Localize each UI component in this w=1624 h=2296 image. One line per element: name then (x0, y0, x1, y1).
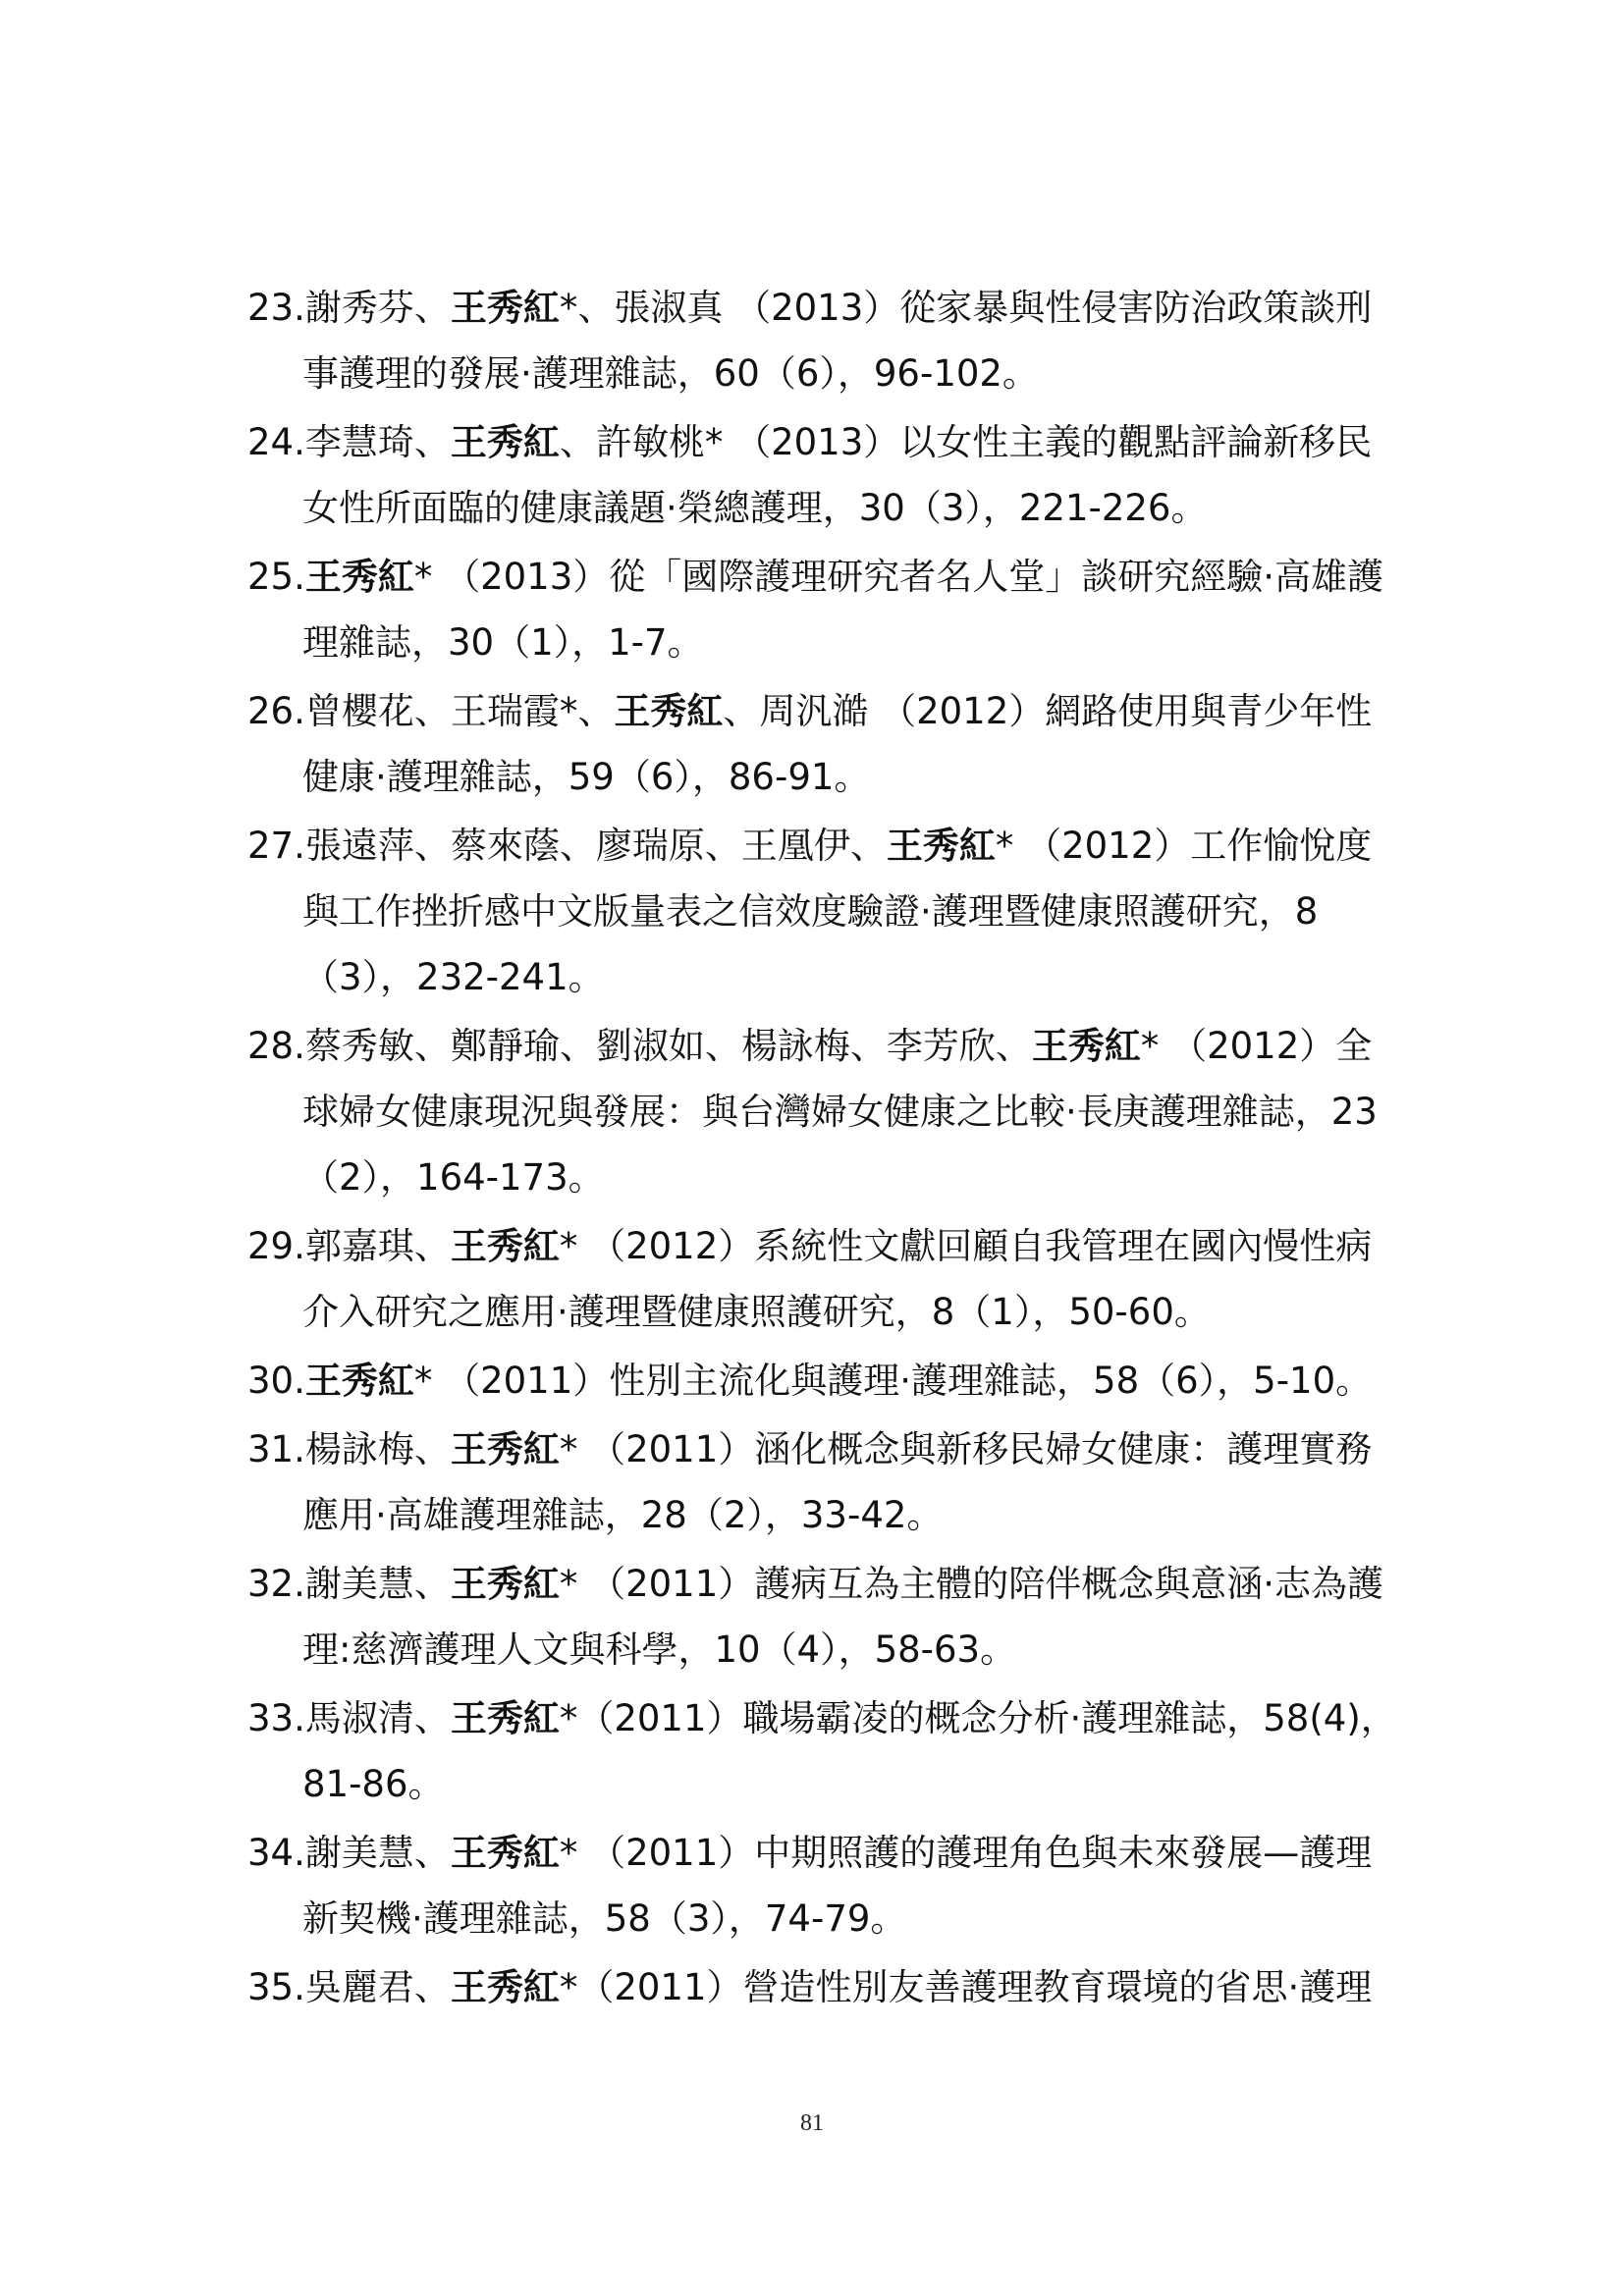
reference-text: * （2012）全 (1140, 1025, 1373, 1067)
reference-text: 球婦女健康現況與發展：與台灣婦女健康之比較·長庚護理雜誌，23 (302, 1091, 1378, 1133)
author-highlight: 王秀紅 (886, 825, 996, 867)
reference-line (247, 1348, 1426, 1414)
reference-line (247, 1954, 1426, 2020)
reference-item (247, 1551, 1426, 1682)
reference-line (247, 1145, 1426, 1210)
reference-text: 30. (247, 1360, 305, 1402)
reference-text: 女性所面臨的健康議題·榮總護理，30（3），221-226。 (302, 487, 1208, 529)
reference-text: * （2012）系統性文獻回顧自我管理在國內慢性病 (559, 1225, 1373, 1267)
reference-text: （3），232-241。 (302, 956, 605, 998)
reference-line (247, 1551, 1426, 1617)
reference-list (247, 275, 1426, 2023)
author-highlight: 王秀紅 (304, 1360, 414, 1402)
reference-text: * （2011）中期照護的護理角色與未來發展—護理 (559, 1832, 1373, 1874)
reference-text: 理雜誌，30（1），1-7。 (302, 621, 704, 664)
reference-line (247, 879, 1426, 944)
reference-text: 81-86。 (302, 1763, 445, 1805)
reference-text: *（2011）營造性別友善護理教育環境的省思·護理 (559, 1966, 1373, 2008)
reference-text: 32.謝美慧、 (247, 1563, 451, 1605)
reference-line (247, 1482, 1426, 1548)
reference-item (247, 678, 1426, 810)
reference-line (247, 1685, 1426, 1751)
reference-line (247, 944, 1426, 1010)
reference-line (247, 409, 1426, 475)
reference-text: 新契機·護理雜誌，58（3），74-79。 (302, 1897, 907, 1940)
reference-text: 事護理的發展·護理雜誌，60（6），96-102。 (302, 352, 1039, 395)
reference-text: * （2012）工作愉悅度 (995, 825, 1373, 867)
author-highlight: 王秀紅 (1031, 1025, 1141, 1067)
reference-text: 34.謝美慧、 (247, 1832, 451, 1874)
reference-text: * （2013）從「國際護理研究者名人堂」談研究經驗·高雄護 (413, 556, 1384, 598)
reference-text: 27.張遠萍、蔡來蔭、廖瑞原、王凰伊、 (247, 825, 887, 867)
reference-item (247, 1820, 1426, 1951)
reference-text: 、許敏桃* （2013）以女性主義的觀點評論新移民 (559, 421, 1373, 463)
reference-text: 26.曾櫻花、王瑞霞*、 (247, 690, 615, 732)
reference-line (247, 275, 1426, 341)
reference-line (247, 678, 1426, 744)
author-highlight: 王秀紅 (450, 1697, 560, 1739)
author-highlight: 王秀紅 (450, 287, 560, 329)
reference-text: 23.謝秀芬、 (247, 287, 451, 329)
author-highlight: 王秀紅 (450, 1563, 560, 1605)
reference-line (247, 1886, 1426, 1951)
reference-text: 25. (247, 556, 305, 598)
reference-text: *、張淑真 （2013）從家暴與性侵害防治政策談刑 (559, 287, 1373, 329)
reference-item (247, 1348, 1426, 1414)
reference-line (247, 1213, 1426, 1279)
reference-line (247, 544, 1426, 610)
reference-text: *（2011）職場霸凌的概念分析·護理雜誌，58(4)， (559, 1697, 1397, 1739)
reference-text: 28.蔡秀敏、鄭靜瑜、劉淑如、楊詠梅、李芳欣、 (247, 1025, 1032, 1067)
author-highlight: 王秀紅 (304, 556, 414, 598)
reference-line (247, 610, 1426, 675)
reference-item (247, 1954, 1426, 2020)
reference-line (247, 813, 1426, 879)
reference-item (247, 544, 1426, 675)
reference-text: * （2011）性別主流化與護理·護理雜誌，58（6），5-10。 (413, 1360, 1373, 1402)
reference-text: 與工作挫折感中文版量表之信效度驗證·護理暨健康照護研究，8 (302, 890, 1319, 933)
reference-line (247, 1079, 1426, 1145)
reference-text: 介入研究之應用·護理暨健康照護研究，8（1），50-60。 (302, 1291, 1211, 1333)
reference-item (247, 1213, 1426, 1345)
reference-text: 健康·護理雜誌，59（6），86-91。 (302, 756, 871, 798)
author-highlight: 王秀紅 (450, 1428, 560, 1470)
author-highlight: 王秀紅 (450, 421, 560, 463)
page-number: 81 (800, 2110, 824, 2136)
reference-text: 33.馬淑清、 (247, 1697, 451, 1739)
reference-line (247, 1617, 1426, 1682)
reference-text: （2），164-173。 (302, 1156, 605, 1199)
reference-item (247, 813, 1426, 1010)
reference-item (247, 409, 1426, 541)
reference-line (247, 475, 1426, 541)
author-highlight: 王秀紅 (450, 1225, 560, 1267)
reference-text: * （2011）護病互為主體的陪伴概念與意涵·志為護 (559, 1563, 1384, 1605)
reference-line (247, 1820, 1426, 1886)
reference-line (247, 744, 1426, 810)
author-highlight: 王秀紅 (614, 690, 724, 732)
reference-text: 應用·高雄護理雜誌，28（2），33-42。 (302, 1494, 944, 1536)
reference-text: * （2011）涵化概念與新移民婦女健康：護理實務 (559, 1428, 1373, 1470)
reference-line (247, 1416, 1426, 1482)
reference-line (247, 1751, 1426, 1817)
reference-item (247, 1685, 1426, 1817)
author-highlight: 王秀紅 (450, 1832, 560, 1874)
reference-line (247, 1013, 1426, 1079)
reference-text: 24.李慧琦、 (247, 421, 451, 463)
author-highlight: 王秀紅 (450, 1966, 560, 2008)
reference-item (247, 1013, 1426, 1210)
reference-text: 、周汎澔 （2012）網路使用與青少年性 (723, 690, 1373, 732)
reference-text: 理:慈濟護理人文與科學，10（4），58-63。 (302, 1629, 1017, 1671)
reference-item (247, 1416, 1426, 1548)
reference-text: 31.楊詠梅、 (247, 1428, 451, 1470)
reference-line (247, 341, 1426, 406)
reference-text: 35.吳麗君、 (247, 1966, 451, 2008)
reference-text: 29.郭嘉琪、 (247, 1225, 451, 1267)
reference-item (247, 275, 1426, 406)
reference-line (247, 1279, 1426, 1345)
